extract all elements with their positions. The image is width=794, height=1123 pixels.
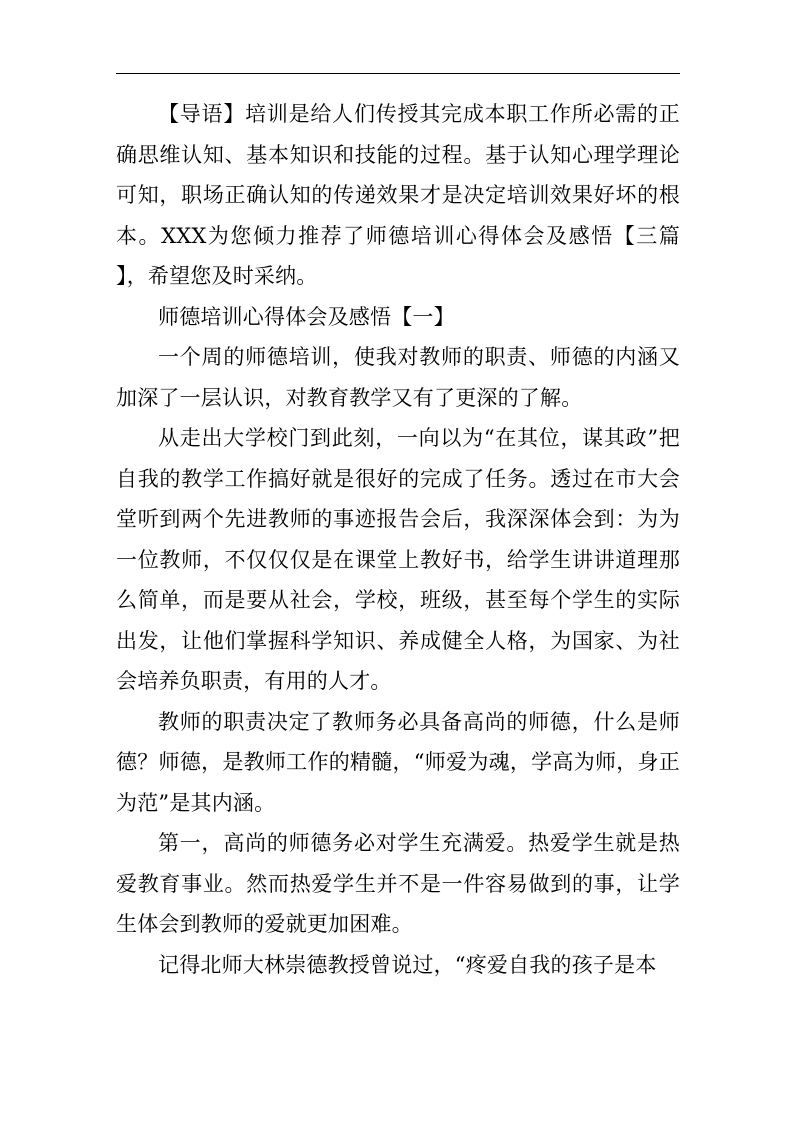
body-paragraph: 一个周的师德培训，使我对教师的职责、师德的内涵又加深了一层认识，对教育教学又有了更深的了解。 <box>116 345 680 410</box>
document-body <box>116 94 680 985</box>
section-heading: 师德培训心得体会及感悟【一】 <box>158 304 455 329</box>
body-paragraph: 第一，高尚的师德务必对学生充满爱。热爱学生就是热爱教育事业。然而热爱学生并不是一件容易做到的事，让学生体会到教师的爱就更加困难。 <box>116 831 680 936</box>
header-rule <box>116 73 680 74</box>
body-paragraph: 从走出大学校门到此刻，一向以为“在其位，谋其政”把自我的教学工作搞好就是很好的完成了任务。透过在市大会堂听到两个先进教师的事迹报告会后，我深深体会到：为为一位教师，不仅仅仅是在课堂上教好书，给学生讲讲道理那么简单，而是要从社会，学校，班级，甚至每个学生的实际出发，让他们掌握科学知识、养成健全人格，为国家、为社会培养负职责，有用的人才。 <box>116 426 680 693</box>
body-paragraph: 教师的职责决定了教师务必具备高尚的师德，什么是师德？师德，是教师工作的精髓，“师爱为魂，学高为师，身正为范”是其内涵。 <box>116 709 680 815</box>
body-paragraph: 记得北师大林崇德教授曾说过，“疼爱自我的孩子是本 <box>158 952 657 977</box>
intro-paragraph: 【导语】培训是给人们传授其完成本职工作所必需的正确思维认知、基本知识和技能的过程。基于认知心理学理论可知，职场正确认知的传递效果才是决定培训效果好坏的根本。XXX为您倾力推荐了师德培训心得体会及感悟【三篇 】，希望您及时采纳。 <box>116 102 680 288</box>
